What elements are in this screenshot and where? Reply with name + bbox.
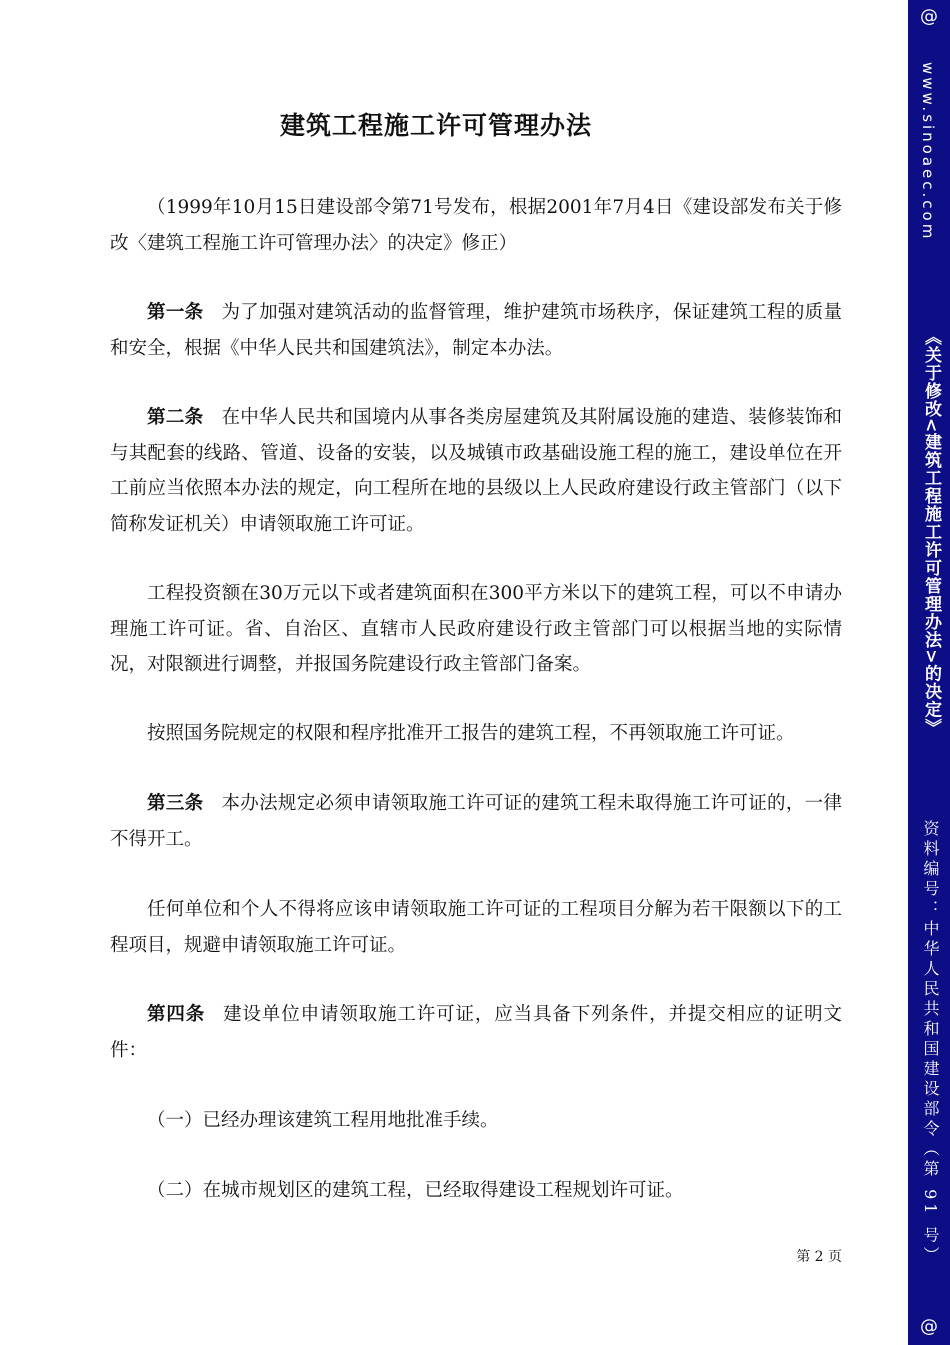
paragraph-text: （1999年10月15日建设部令第71号发布，根据2001年7月4日《建设部发布关于修改〈建筑工程施工许可管理办法〉的决定》修正） <box>110 197 842 254</box>
paragraph-text: 建设单位申请领取施工许可证，应当具备下列条件，并提交相应的证明文件： <box>110 1004 842 1061</box>
article-2-paragraph-2 <box>110 576 842 683</box>
at-icon: @ <box>920 6 938 27</box>
article-3-paragraph <box>110 786 842 857</box>
paragraph-text: 任何单位和个人不得将应该申请领取施工许可证的工程项目分解为若干限额以下的工程项目，规避申请领取施工许可证。 <box>110 899 842 956</box>
page-number: 第 2 页 <box>796 1249 842 1265</box>
condition-item-1 <box>110 1103 842 1139</box>
article-label: 第四条 <box>147 1004 206 1025</box>
preamble-paragraph <box>110 190 842 261</box>
article-2-paragraph-3 <box>110 716 842 752</box>
sidebar-banner <box>908 0 950 1345</box>
paragraph-text: 按照国务院规定的权限和程序批准开工报告的建筑工程，不再领取施工许可证。 <box>147 723 795 744</box>
article-label: 第二条 <box>147 407 204 428</box>
paragraph-text: （一）已经办理该建筑工程用地批准手续。 <box>147 1110 499 1131</box>
article-label: 第三条 <box>147 793 204 814</box>
article-4-paragraph <box>110 997 842 1068</box>
website-url[interactable]: www.sinoaec.com <box>919 62 937 242</box>
at-icon-bottom: @ <box>920 1316 938 1337</box>
paragraph-text: 本办法规定必须申请领取施工许可证的建筑工程未取得施工许可证的，一律不得开工。 <box>110 793 842 850</box>
article-1-paragraph <box>110 295 842 366</box>
sidebar-doc-title: 《关于修改<建筑工程施工许可管理办法>的决定》 <box>921 328 941 737</box>
paragraph-text: 在中华人民共和国境内从事各类房屋建筑及其附属设施的建造、装修装饰和与其配套的线路、管道、设备的安装，以及城镇市政基础设施工程的施工，建设单位在开工前应当依照本办法的规定，向工程所在地的县级以上人民政府建设行政主管部门（以下简称发证机关）申请领取施工许可证。 <box>110 407 842 535</box>
sidebar-doc-code: 资料编号：中华人民共和国建设部令（第 91 号） <box>921 820 940 1267</box>
paragraph-text: （二）在城市规划区的建筑工程，已经取得建设工程规划许可证。 <box>147 1180 684 1201</box>
document-title: 建筑工程施工许可管理办法 <box>279 111 592 140</box>
condition-item-2 <box>110 1173 842 1209</box>
article-2-paragraph <box>110 400 842 542</box>
article-3-paragraph-2 <box>110 892 842 963</box>
paragraph-text: 工程投资额在30万元以下或者建筑面积在300平方米以下的建筑工程，可以不申请办理施工许可证。省、自治区、直辖市人民政府建设行政主管部门可以根据当地的实际情况，对限额进行调整，并报国务院建设行政主管部门备案。 <box>110 583 842 675</box>
article-label: 第一条 <box>147 302 204 323</box>
paragraph-text: 为了加强对建筑活动的监督管理，维护建筑市场秩序，保证建筑工程的质量和安全，根据《中华人民共和国建筑法》，制定本办法。 <box>110 302 842 359</box>
